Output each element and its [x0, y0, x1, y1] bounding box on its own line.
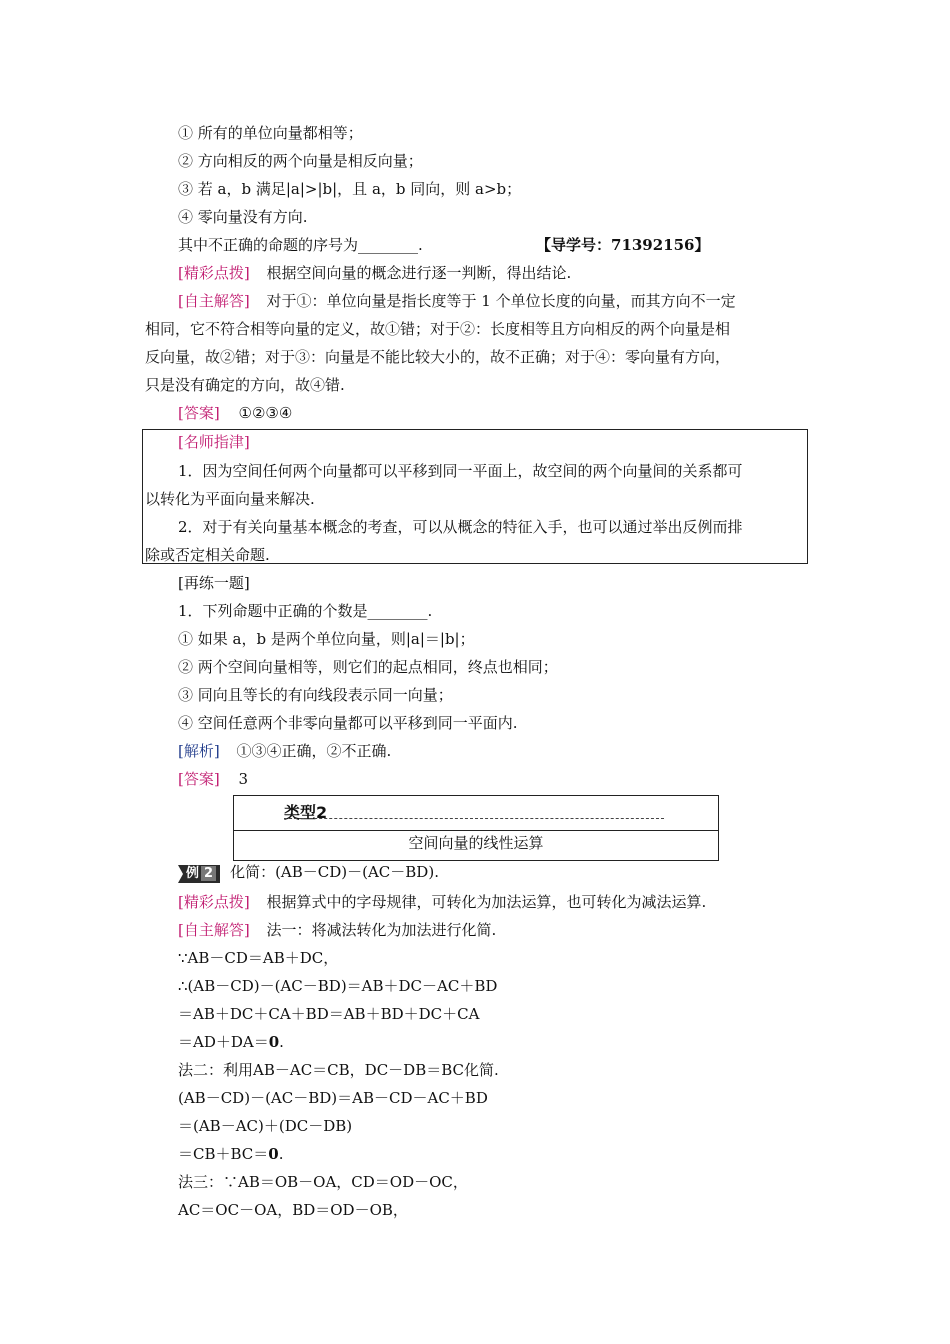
type-title: 空间向量的线性运算: [408, 834, 544, 852]
example-2-row: [178, 862, 439, 883]
solution-line-2: ∴(AB－CD)－(AC－BD)＝AB＋DC－AC＋BD: [178, 977, 498, 995]
teacher-tip-line-3: 2．对于有关向量基本概念的考查，可以从概念的特征入手，也可以通过举出反例而排: [178, 518, 743, 536]
type-divider: [234, 830, 718, 831]
type-section-box: [233, 795, 719, 861]
example-badge: [178, 865, 220, 883]
analysis-row: [178, 741, 391, 761]
solution-line-5: 法二：利用AB－AC＝CB，DC－DB＝BC化简.: [178, 1061, 499, 1079]
answer-text-2: 3: [238, 770, 249, 788]
answer-tag-2: [答案]: [178, 770, 220, 788]
solution-line-4: [178, 1032, 284, 1052]
proposition-1: ① 所有的单位向量都相等；: [178, 124, 363, 142]
practice-item-4: ④ 空间任意两个非零向量都可以平移到同一平面内.: [178, 714, 518, 732]
solution-line-4-end: .: [279, 1033, 284, 1051]
example-hint-text: 根据算式中的字母规律，可转化为加法运算，也可转化为减法运算.: [266, 893, 707, 911]
self-answer-line-2: 相同，它不符合相等向量的定义，故①错；对于②：长度相等且方向相反的两个向量是相: [145, 320, 731, 338]
example-self-text: 法一：将减法转化为加法进行化简.: [266, 921, 497, 939]
type-label: 类型2: [284, 803, 328, 822]
self-answer-tag: [自主解答]: [178, 292, 250, 310]
guide-number: 【导学号：71392156】: [536, 236, 710, 254]
solution-line-8-text: ＝CB＋BC＝: [178, 1145, 269, 1163]
example-hint-tag: [精彩点拨]: [178, 893, 250, 911]
self-answer-line-3: 反向量，故②错；对于③：向量是不能比较大小的，故不正确；对于④：零向量有方向，: [145, 348, 731, 366]
solution-line-8-end: .: [278, 1145, 284, 1163]
example-problem: 化简：(AB－CD)－(AC－BD).: [230, 863, 439, 881]
answer-text: ①②③④: [238, 404, 293, 422]
hint-tag: [精彩点拨]: [178, 264, 250, 282]
teacher-tips-label: [名师指津]: [178, 433, 250, 451]
solution-line-9: 法三：∵AB＝OB－OA，CD＝OD－OC，: [178, 1173, 468, 1191]
solution-line-10: AC＝OC－OA，BD＝OD－OB，: [178, 1201, 408, 1219]
proposition-2: ② 方向相反的两个向量是相反向量；: [178, 152, 423, 170]
teacher-tip-line-2: 以转化为平面向量来解决.: [145, 490, 315, 508]
example-hint-row: [178, 892, 706, 912]
self-answer-line-1: 对于①：单位向量是指长度等于 1 个单位长度的向量，而其方向不一定: [266, 292, 736, 310]
practice-question: 1．下列命题中正确的个数是________.: [178, 602, 433, 620]
proposition-3: ③ 若 a，b 满足|a|>|b|，且 a，b 同向，则 a>b；: [178, 180, 522, 198]
teacher-tip-line-1: 1．因为空间任何两个向量都可以平移到同一平面上，故空间的两个向量间的关系都可: [178, 462, 743, 480]
solution-line-4-text: ＝AD＋DA＝: [178, 1033, 269, 1051]
analysis-text: ①③④正确，②不正确.: [236, 742, 392, 760]
practice-item-3: ③ 同向且等长的有向线段表示同一向量；: [178, 686, 453, 704]
hint-text: 根据空间向量的概念进行逐一判断，得出结论.: [266, 264, 572, 282]
example-self-row: [178, 920, 496, 940]
example-badge-number: 2: [201, 866, 216, 881]
hint-row: [178, 263, 571, 283]
teacher-tip-line-4: 除或否定相关命题.: [145, 546, 270, 564]
type-dashed-divider: [284, 818, 664, 819]
answer-row-2: [178, 769, 248, 789]
question-text: 其中不正确的命题的序号为________.: [178, 236, 423, 254]
zero-vector-2: 0: [268, 1145, 279, 1163]
example-badge-label: 例: [186, 866, 200, 881]
analysis-tag: [解析]: [178, 742, 220, 760]
answer-row-1: [178, 403, 292, 423]
practice-item-1: ① 如果 a，b 是两个单位向量，则|a|＝|b|；: [178, 630, 475, 648]
self-answer-row-1: [178, 291, 736, 311]
solution-line-6: (AB－CD)－(AC－BD)＝AB－CD－AC＋BD: [178, 1089, 488, 1107]
solution-line-3: ＝AB＋DC＋CA＋BD＝AB＋BD＋DC＋CA: [178, 1005, 480, 1023]
practice-tag: [再练一题]: [178, 574, 250, 592]
self-answer-line-4: 只是没有确定的方向，故④错.: [145, 376, 345, 394]
answer-tag: [答案]: [178, 404, 220, 422]
proposition-4: ④ 零向量没有方向.: [178, 208, 308, 226]
practice-item-2: ② 两个空间向量相等，则它们的起点相同，终点也相同；: [178, 658, 558, 676]
solution-line-8: [178, 1144, 284, 1164]
example-self-tag: [自主解答]: [178, 921, 250, 939]
solution-line-1: ∵AB－CD＝AB＋DC，: [178, 949, 339, 967]
teacher-tips-tag: [178, 432, 250, 452]
zero-vector: 0: [268, 1033, 280, 1051]
solution-line-7: ＝(AB－AC)＋(DC－DB): [178, 1117, 353, 1135]
